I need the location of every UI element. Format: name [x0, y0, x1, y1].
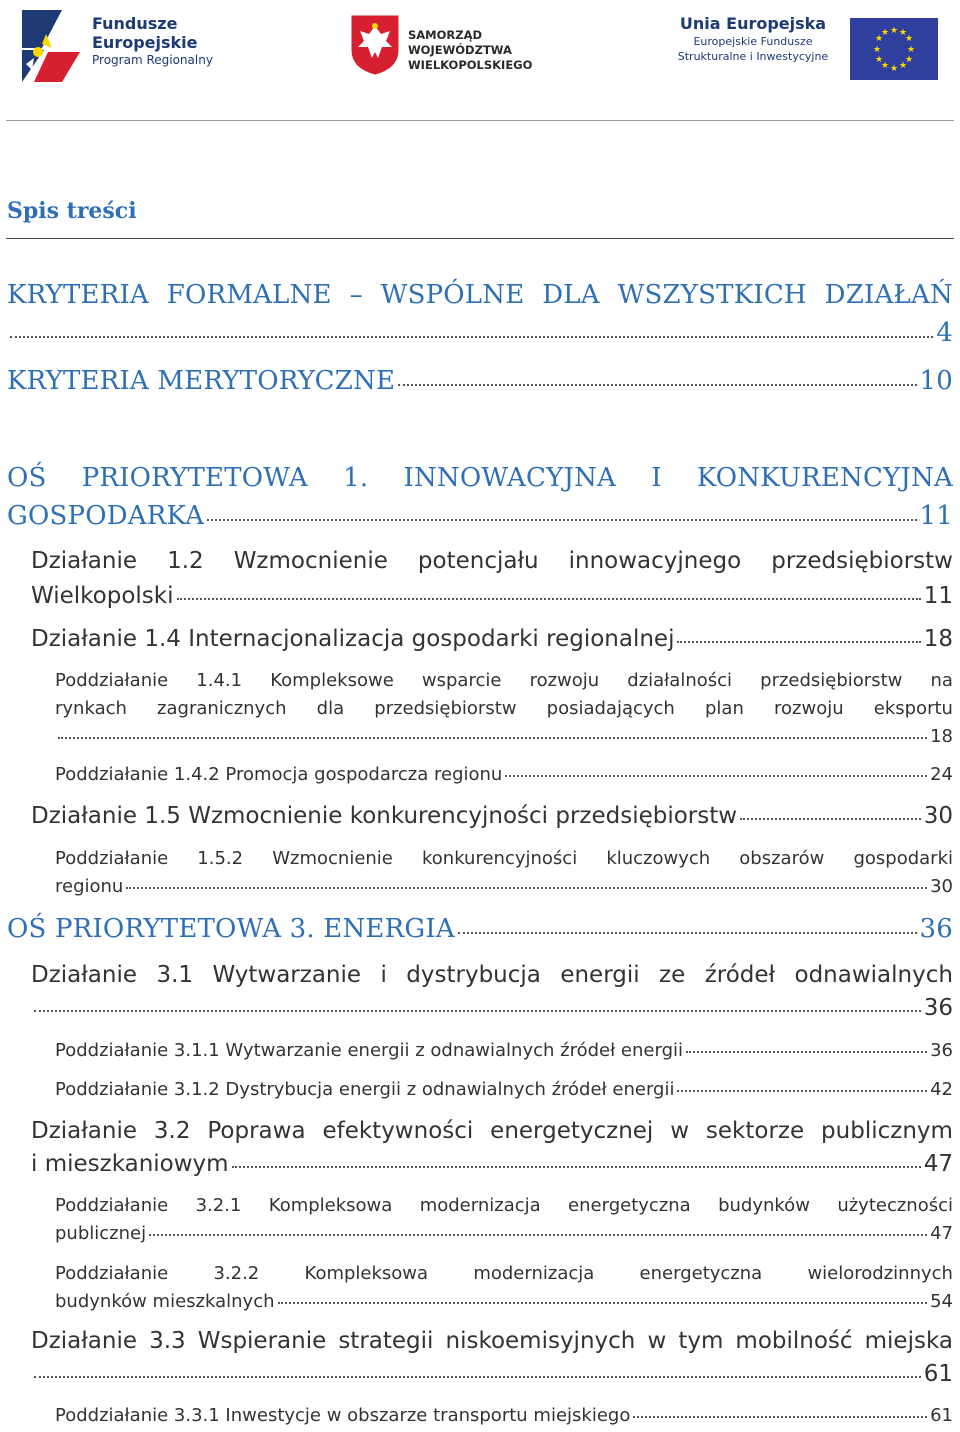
toc-entry-text: budynków mieszkalnych	[55, 1291, 275, 1312]
toc-entry-word: rozwoju	[774, 698, 844, 719]
toc-entry-word: miejska	[864, 1328, 953, 1354]
samorzad-wielkopolski-logo	[348, 6, 548, 82]
toc-entry-word: na	[930, 670, 953, 691]
toc-entry-text: Poddziałanie 3.1.1 Wytwarzanie energii z odnawialnych źródeł energii	[55, 1040, 684, 1061]
toc-entry-word: Działanie	[31, 1118, 138, 1144]
eu-flag-icon	[850, 18, 938, 80]
toc-entry-word: PRIORYTETOWA	[81, 463, 308, 493]
dot-leader	[677, 1090, 927, 1092]
toc-entry-word: publicznym	[821, 1118, 953, 1144]
toc-page-number: 61	[923, 1361, 953, 1387]
toc-entry-kryteria-formalne[interactable]	[7, 280, 953, 310]
toc-entry-word: 3.2.1	[195, 1195, 242, 1216]
dot-leader	[177, 598, 921, 600]
toc-entry-word: Kompleksowe	[270, 670, 394, 691]
toc-entry-word: przedsiębiorstw	[771, 548, 953, 574]
toc-entry-word: plan	[704, 698, 744, 719]
toc-entry-poddzialanie-1-4-2[interactable]	[55, 764, 953, 785]
toc-entry-leader-row[interactable]	[31, 995, 953, 1021]
toc-entry-word: Wzmocnienie	[272, 848, 393, 869]
toc-entry-word: FORMALNE	[166, 280, 332, 310]
dot-leader	[126, 887, 927, 889]
toc-entry-word: eksportu	[873, 698, 953, 719]
fe-flag-icon	[22, 8, 84, 82]
toc-entry-dzialanie-3-1[interactable]	[31, 962, 953, 988]
dot-leader	[10, 336, 933, 338]
dot-leader	[34, 1376, 921, 1378]
svg-text:★: ★	[872, 45, 882, 55]
fe-logo-line2: Europejskie	[92, 33, 198, 52]
toc-page-number: 47	[930, 1223, 953, 1244]
toc-entry-word: energetycznej	[490, 1118, 654, 1144]
toc-entry-word: energii	[560, 962, 640, 988]
toc-entry-leader-row[interactable]	[31, 1361, 953, 1387]
toc-entry-word: przedsiębiorstw	[760, 670, 903, 691]
toc-entry-word: 3.2.2	[213, 1263, 260, 1284]
dot-leader	[34, 1010, 921, 1012]
svg-text:★: ★	[898, 61, 908, 71]
toc-page-number: 36	[919, 914, 953, 944]
toc-entry-word: w	[647, 1328, 667, 1354]
toc-entry-word: Wzmocnienie	[233, 548, 388, 574]
toc-entry-leader-row[interactable]	[55, 726, 953, 747]
svg-text:★: ★	[874, 34, 884, 44]
toc-entry-dzialanie-1-2[interactable]	[31, 548, 953, 574]
toc-entry-word: DLA	[542, 280, 600, 310]
toc-entry-word: 1.2	[167, 548, 204, 574]
toc-entry-text: Poddziałanie 3.1.2 Dystrybucja energii z odnawialnych źródeł energii	[55, 1079, 675, 1100]
dot-leader	[398, 384, 916, 386]
toc-title: Spis treści	[7, 198, 137, 224]
toc-entry-word: innowacyjnego	[568, 548, 742, 574]
toc-page-number: 54	[930, 1291, 953, 1312]
toc-entry-poddzialanie-3-1-2[interactable]	[55, 1079, 953, 1100]
svg-text:★: ★	[880, 61, 890, 71]
toc-entry-os-1-cont[interactable]	[7, 501, 953, 531]
toc-entry-word: OŚ	[7, 463, 47, 493]
dot-leader	[58, 737, 927, 739]
ue-logo-line3: Strukturalne i Inwestycyjne	[677, 50, 829, 63]
toc-entry-word: 3.1	[156, 962, 194, 988]
toc-entry-word: odnawialnych	[794, 962, 953, 988]
toc-entry-text: Wielkopolski	[31, 583, 174, 609]
toc-entry-os-3[interactable]	[7, 914, 953, 944]
toc-entry-word: energetyczna	[639, 1263, 763, 1284]
dot-leader	[677, 641, 920, 643]
toc-entry-word: Poddziałanie	[55, 1195, 169, 1216]
toc-entry-poddzialanie-3-2-1[interactable]	[55, 1195, 953, 1216]
toc-entry-word: Kompleksowa	[304, 1263, 429, 1284]
svg-text:★: ★	[889, 64, 899, 74]
header-divider	[6, 120, 954, 121]
toc-page-number: 30	[923, 803, 953, 829]
toc-entry-text: GOSPODARKA	[7, 501, 205, 531]
toc-entry-word: obszarów	[739, 848, 825, 869]
toc-entry-word: użyteczności	[837, 1195, 953, 1216]
toc-entry-poddzialanie-1-5-2[interactable]	[55, 848, 953, 869]
svg-text:★: ★	[898, 28, 908, 38]
toc-entry-word: –	[349, 280, 363, 310]
toc-page-number: 30	[930, 876, 953, 897]
toc-entry-word: źródeł	[704, 962, 776, 988]
toc-entry-poddzialanie-1-4-1[interactable]	[55, 670, 953, 691]
toc-page-number: 36	[923, 995, 953, 1021]
fe-logo-line3: Program Regionalny	[92, 53, 213, 67]
toc-entry-dzialanie-3-2-cont[interactable]	[31, 1151, 953, 1177]
toc-entry-dzialanie-1-4[interactable]	[31, 626, 953, 652]
toc-entry-word: modernizacja	[473, 1263, 595, 1284]
toc-page-number: 18	[930, 726, 953, 747]
toc-entry-word: wsparcie	[421, 670, 502, 691]
ue-logo-line1: Unia Europejska	[679, 14, 827, 33]
toc-entry-word: konkurencyjności	[421, 848, 578, 869]
dot-leader	[149, 1234, 927, 1236]
toc-entry-poddzialanie-3-2-1-cont[interactable]	[55, 1223, 953, 1244]
toc-entry-word: zagranicznych	[157, 698, 287, 719]
toc-page-number: 42	[930, 1079, 953, 1100]
toc-entry-dzialanie-3-2[interactable]	[31, 1118, 953, 1144]
toc-entry-text: publicznej	[55, 1223, 147, 1244]
toc-page-number: 11	[923, 583, 953, 609]
toc-entry-os-1[interactable]	[7, 463, 953, 493]
dot-leader	[278, 1302, 928, 1304]
toc-page-number: 18	[923, 626, 953, 652]
toc-entry-word: DZIAŁAŃ	[824, 280, 953, 310]
toc-entry-word: w	[670, 1118, 690, 1144]
unia-europejska-logo	[668, 6, 940, 82]
svg-text:★: ★	[904, 55, 914, 65]
svg-text:★: ★	[889, 26, 899, 36]
toc-entry-word: Wspieranie	[197, 1328, 327, 1354]
toc-entry-word: 3.2	[153, 1118, 191, 1144]
dot-leader	[740, 818, 921, 820]
toc-entry-dzialanie-3-3[interactable]	[31, 1328, 953, 1354]
toc-entry-word: WSZYSTKICH	[617, 280, 807, 310]
fe-logo-line1: Fundusze	[92, 14, 178, 33]
toc-entry-word: strategii	[338, 1328, 434, 1354]
toc-page-number: 36	[930, 1040, 953, 1061]
toc-page-number: 10	[919, 366, 953, 396]
toc-entry-word: posiadających	[546, 698, 675, 719]
toc-entry-text: KRYTERIA MERYTORYCZNE	[7, 366, 396, 396]
dot-leader	[686, 1051, 927, 1053]
toc-entry-word: tym	[678, 1328, 724, 1354]
toc-entry-word: Działanie	[31, 1328, 138, 1354]
svg-text:★: ★	[874, 55, 884, 65]
toc-entry-poddzialanie-3-1-1[interactable]	[55, 1040, 953, 1061]
toc-entry-word: wielorodzinnych	[807, 1263, 953, 1284]
svg-text:★: ★	[904, 34, 914, 44]
toc-entry-word: KRYTERIA	[7, 280, 149, 310]
toc-entry-word: efektywności	[322, 1118, 474, 1144]
toc-page-number: 4	[936, 318, 953, 348]
toc-entry-word: Poddziałanie	[55, 1263, 169, 1284]
toc-title-rule	[6, 238, 954, 239]
dot-leader	[505, 775, 927, 777]
toc-page-number: 24	[930, 764, 953, 785]
toc-entry-dzialanie-1-2-cont[interactable]	[31, 583, 953, 609]
toc-entry-text: Działanie 1.5 Wzmocnienie konkurencyjności przedsiębiorstw	[31, 803, 738, 829]
toc-entry-word: kluczowych	[606, 848, 711, 869]
dot-leader	[458, 932, 917, 934]
toc-entry-word: 3.3	[149, 1328, 186, 1354]
toc-entry-text: OŚ PRIORYTETOWA 3. ENERGIA	[7, 914, 455, 944]
toc-page-number: 61	[930, 1405, 953, 1426]
toc-entry-word: INNOWACYJNA	[403, 463, 616, 493]
fundusze-europejskie-logo	[22, 6, 222, 82]
toc-entry-poddzialanie-3-2-2-cont[interactable]	[55, 1291, 953, 1312]
toc-entry-word: energetyczna	[568, 1195, 691, 1216]
toc-entry-word: i	[380, 962, 387, 988]
svg-text:★: ★	[880, 28, 890, 38]
page-header	[0, 0, 960, 92]
eagle-crest-icon	[350, 14, 400, 76]
toc-page-number: 11	[919, 501, 953, 531]
toc-entry-poddzialanie-3-2-2[interactable]	[55, 1263, 953, 1284]
toc-entry-dzialanie-1-5[interactable]	[31, 803, 953, 829]
toc-entry-word: budynków	[718, 1195, 810, 1216]
toc-entry-text: Działanie 1.4 Internacjonalizacja gospodarki regionalnej	[31, 626, 675, 652]
dot-leader	[232, 1166, 921, 1168]
toc-entry-word: Działanie	[31, 962, 138, 988]
toc-entry-word: dla	[316, 698, 345, 719]
toc-entry-word: potencjału	[417, 548, 539, 574]
toc-entry-word: KONKURENCYJNA	[696, 463, 953, 493]
toc-entry-word: WSPÓLNE	[380, 280, 525, 310]
toc-entry-poddzialanie-1-4-1-cont[interactable]	[55, 698, 953, 719]
toc-entry-word: Poddziałanie	[55, 670, 169, 691]
toc-entry-word: Działanie	[31, 548, 138, 574]
toc-entry-word: Kompleksowa	[268, 1195, 393, 1216]
toc-entry-text: Poddziałanie 1.4.2 Promocja gospodarcza regionu	[55, 764, 503, 785]
toc-entry-poddzialanie-1-5-2-cont[interactable]	[55, 876, 953, 897]
toc-entry-word: I	[651, 463, 662, 493]
toc-entry-word: 1.5.2	[197, 848, 244, 869]
toc-entry-text: Poddziałanie 3.3.1 Inwestycje w obszarze transportu miejskiego	[55, 1405, 631, 1426]
toc-page-number: 47	[923, 1151, 953, 1177]
toc-entry-poddzialanie-3-3-1[interactable]	[55, 1405, 953, 1426]
toc-entry-word: Wytwarzanie	[212, 962, 362, 988]
dot-leader	[207, 519, 916, 521]
toc-entry-word: działalności	[627, 670, 733, 691]
toc-entry-word: Poprawa	[207, 1118, 306, 1144]
toc-entry-word: ze	[659, 962, 686, 988]
toc-entry-word: 1.	[343, 463, 369, 493]
dot-leader	[633, 1416, 927, 1418]
toc-entry-word: Poddziałanie	[55, 848, 169, 869]
toc-entry-word: mobilność	[735, 1328, 853, 1354]
toc-entry-word: modernizacja	[419, 1195, 541, 1216]
toc-entry-text: regionu	[55, 876, 124, 897]
wlkp-logo-line1: SAMORZĄD WOJEWÓDZTWA	[408, 28, 512, 57]
toc-entry-word: gospodarki	[853, 848, 953, 869]
svg-text:★: ★	[906, 45, 916, 55]
toc-entry-word: przedsiębiorstw	[374, 698, 517, 719]
toc-entry-word: sektorze	[705, 1118, 805, 1144]
toc-entry-word: rynkach	[55, 698, 127, 719]
toc-entry-text: i mieszkaniowym	[31, 1151, 229, 1177]
toc-entry-word: niskoemisyjnych	[445, 1328, 636, 1354]
toc-entry-leader-row[interactable]	[7, 318, 953, 348]
toc-entry-word: rozwoju	[529, 670, 600, 691]
toc-entry-word: 1.4.1	[196, 670, 243, 691]
toc-entry-word: dystrybucja	[406, 962, 541, 988]
ue-logo-line2: Europejskie Fundusze	[693, 35, 813, 48]
toc-entry-kryteria-merytoryczne[interactable]	[7, 366, 953, 396]
wlkp-logo-line2: WIELKOPOLSKIEGO	[408, 58, 533, 72]
